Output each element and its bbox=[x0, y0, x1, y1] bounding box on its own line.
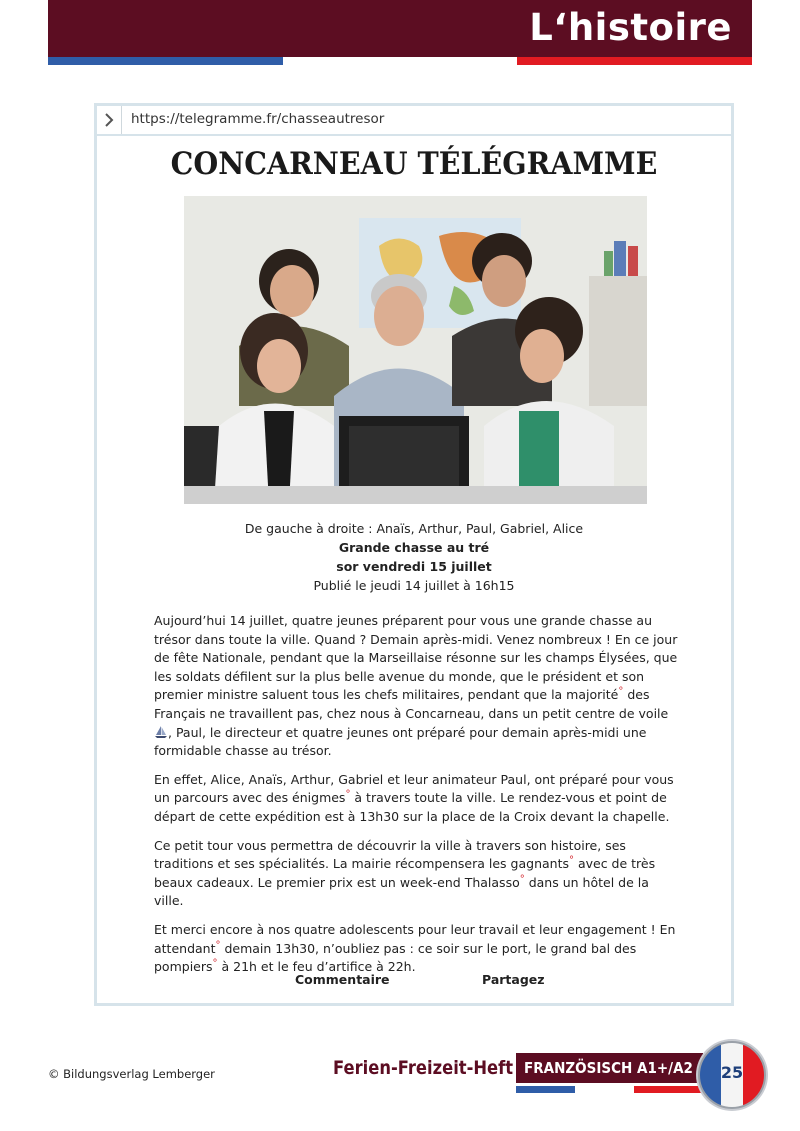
address-bar[interactable] bbox=[97, 106, 731, 136]
page-number: 25 bbox=[720, 1063, 744, 1082]
photo-caption bbox=[97, 519, 731, 595]
article-paragraph bbox=[154, 837, 679, 911]
share-link[interactable]: Partagez bbox=[482, 972, 545, 987]
browser-window bbox=[94, 103, 734, 1006]
header-stripe-white bbox=[283, 57, 517, 65]
newspaper-title: CONCARNEAU TÉLÉGRAMME bbox=[170, 146, 658, 182]
article-paragraph bbox=[154, 612, 679, 761]
url-text[interactable]: https://telegramme.fr/chasseautresor bbox=[131, 111, 385, 127]
text-segment: avec de très beaux cadeaux. Le premier prix est un week-end Thalasso bbox=[154, 856, 656, 890]
article-paragraph bbox=[154, 771, 679, 827]
level-label bbox=[516, 1053, 703, 1083]
text-segment: des Français ne travaillent pas, chez nous à Concarneau, dans un petit centre de voile bbox=[154, 687, 669, 721]
book-title: Ferien-Freizeit-Heft bbox=[333, 1057, 514, 1079]
text-segment: En effet, Alice, Anaïs, Arthur, Gabriel et leur animateur Paul, ont préparé pour vous un parcours avec des énigmes bbox=[154, 771, 674, 806]
publish-date: Publié le jeudi 14 juillet à 16h15 bbox=[313, 578, 515, 593]
header-stripe-red bbox=[517, 57, 752, 65]
glossary-marker: ° bbox=[345, 789, 351, 801]
copyright: © Bildungsverlag Lemberger bbox=[48, 1067, 215, 1081]
text-segment: à travers toute la ville. Le rendez-vous et point de départ de cette expédition est à 13h30 sur la place de la Croix devant la chapelle. bbox=[154, 790, 670, 824]
text-segment: Et merci encore à nos quatre adolescents pour leur travail et leur engagement ! En attendant bbox=[154, 921, 676, 956]
article-body bbox=[154, 612, 679, 987]
caption-people: De gauche à droite : Anaïs, Arthur, Paul, Gabriel, Alice bbox=[244, 521, 584, 536]
text-segment: , Paul, le directeur et quatre jeunes ont préparé pour demain après-midi une formidable chasse au trésor. bbox=[154, 724, 647, 759]
glossary-marker: ° bbox=[215, 939, 221, 951]
headline-line1: Grande chasse au tré bbox=[338, 540, 490, 555]
comment-link[interactable]: Commentaire bbox=[295, 972, 390, 987]
glossary-marker: ° bbox=[519, 873, 525, 885]
glossary-marker: ° bbox=[618, 686, 624, 698]
article-paragraph bbox=[154, 921, 679, 977]
glossary-marker: ° bbox=[568, 854, 574, 866]
text-segment: Ce petit tour vous permettra de découvrir la ville à travers son histoire, ses traditions et ses spécialités. La mairie récompensera les gagnants bbox=[154, 837, 626, 872]
headline-line2: sor vendredi 15 juillet bbox=[336, 559, 492, 574]
chevron-right-icon[interactable] bbox=[97, 106, 122, 134]
sailboat-icon bbox=[154, 725, 168, 739]
level-text: FRANZÖSISCH A1+/A2 bbox=[524, 1059, 693, 1077]
text-segment: demain 13h30, n’oubliez pas : ce soir sur le port, le grand bal des pompiers bbox=[154, 940, 637, 975]
text-segment: dans un hôtel de la ville. bbox=[154, 874, 649, 909]
glossary-marker: ° bbox=[212, 957, 218, 969]
header-band bbox=[48, 0, 752, 57]
group-photo bbox=[184, 196, 647, 504]
footer-stripe-blue bbox=[516, 1086, 575, 1093]
text-segment: à 21h et le feu d’artifice à 22h. bbox=[217, 959, 416, 975]
header-stripe-blue bbox=[48, 57, 283, 65]
text-segment: Aujourd’hui 14 juillet, quatre jeunes préparent pour vous une grande chasse au trésor dans toute la ville. Quand ? Demain après-midi. Venez nombreux ! En ce jour de fête Nationale, pendant que la Marseillaise résonne sur les champs Élysées, que les soldats défilent sur la plus belle avenue du monde, que le président et son premier ministre saluent tous les chefs militaires, pendant que la majorité bbox=[154, 613, 678, 703]
chapter-title: L‘histoire bbox=[529, 6, 732, 49]
